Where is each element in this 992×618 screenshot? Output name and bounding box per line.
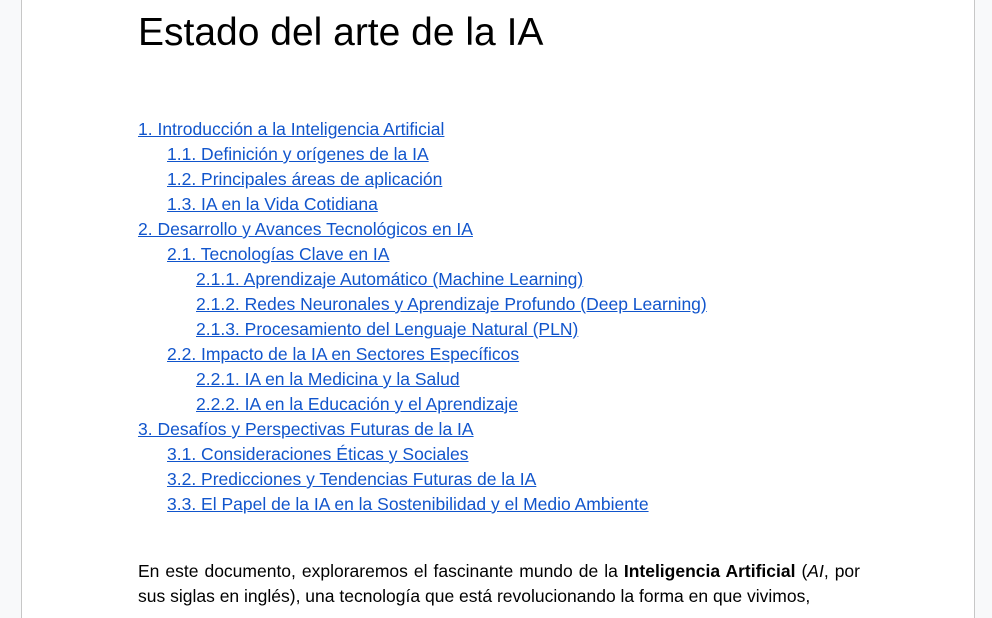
toc-link[interactable]: 2. Desarrollo y Avances Tecnológicos en IA xyxy=(138,219,473,239)
toc-link[interactable]: 2.1.3. Procesamiento del Lenguaje Natural (PLN) xyxy=(196,319,579,339)
toc-link[interactable]: 2.1. Tecnologías Clave en IA xyxy=(167,244,390,264)
toc-entry xyxy=(138,242,707,267)
toc-entry xyxy=(138,142,707,167)
toc-link[interactable]: 2.2. Impacto de la IA en Sectores Específicos xyxy=(167,344,520,364)
toc-entry xyxy=(138,217,707,242)
toc-entry xyxy=(138,192,707,217)
intro-paragraph xyxy=(138,559,860,609)
toc-link[interactable]: 2.2.1. IA en la Medicina y la Salud xyxy=(196,369,460,389)
toc-entry xyxy=(138,492,707,517)
toc-link[interactable]: 1. Introducción a la Inteligencia Artificial xyxy=(138,119,445,139)
toc-entry xyxy=(138,467,707,492)
toc-entry xyxy=(138,267,707,292)
toc-link[interactable]: 3.1. Consideraciones Éticas y Sociales xyxy=(167,444,469,464)
toc-link[interactable]: 1.3. IA en la Vida Cotidiana xyxy=(167,194,378,214)
toc-entry xyxy=(138,317,707,342)
toc-link[interactable]: 1.1. Definición y orígenes de la IA xyxy=(167,144,429,164)
intro-bold-term: Inteligencia Artificial xyxy=(623,561,796,581)
toc-link[interactable]: 2.1.2. Redes Neuronales y Aprendizaje Profundo (Deep Learning) xyxy=(196,294,707,314)
toc-link[interactable]: 3.2. Predicciones y Tendencias Futuras de la IA xyxy=(167,469,537,489)
toc-entry xyxy=(138,417,707,442)
toc-link[interactable]: 2.2.2. IA en la Educación y el Aprendizaje xyxy=(196,394,519,414)
intro-italic-abbr: AI xyxy=(807,561,824,581)
toc-entry xyxy=(138,167,707,192)
intro-text-mid: ( xyxy=(795,561,808,581)
table-of-contents xyxy=(138,117,707,517)
intro-text-start: En este documento, exploraremos el fascinante mundo de la xyxy=(138,561,624,581)
toc-link[interactable]: 3. Desafíos y Perspectivas Futuras de la IA xyxy=(138,419,474,439)
toc-link[interactable]: 1.2. Principales áreas de aplicación xyxy=(167,169,443,189)
toc-entry xyxy=(138,342,707,367)
toc-entry xyxy=(138,442,707,467)
toc-link[interactable]: 3.3. El Papel de la IA en la Sostenibilidad y el Medio Ambiente xyxy=(167,494,649,514)
toc-entry xyxy=(138,117,707,142)
toc-entry xyxy=(138,367,707,392)
document-title: Estado del arte de la IA xyxy=(138,11,544,54)
toc-entry xyxy=(138,292,707,317)
intro-text-end: , por sus siglas en inglés), una tecnología que está revolucionando la forma en que vivimos, xyxy=(138,561,860,606)
toc-link[interactable]: 2.1.1. Aprendizaje Automático (Machine Learning) xyxy=(196,269,584,289)
toc-entry xyxy=(138,392,707,417)
document-page xyxy=(21,0,975,618)
